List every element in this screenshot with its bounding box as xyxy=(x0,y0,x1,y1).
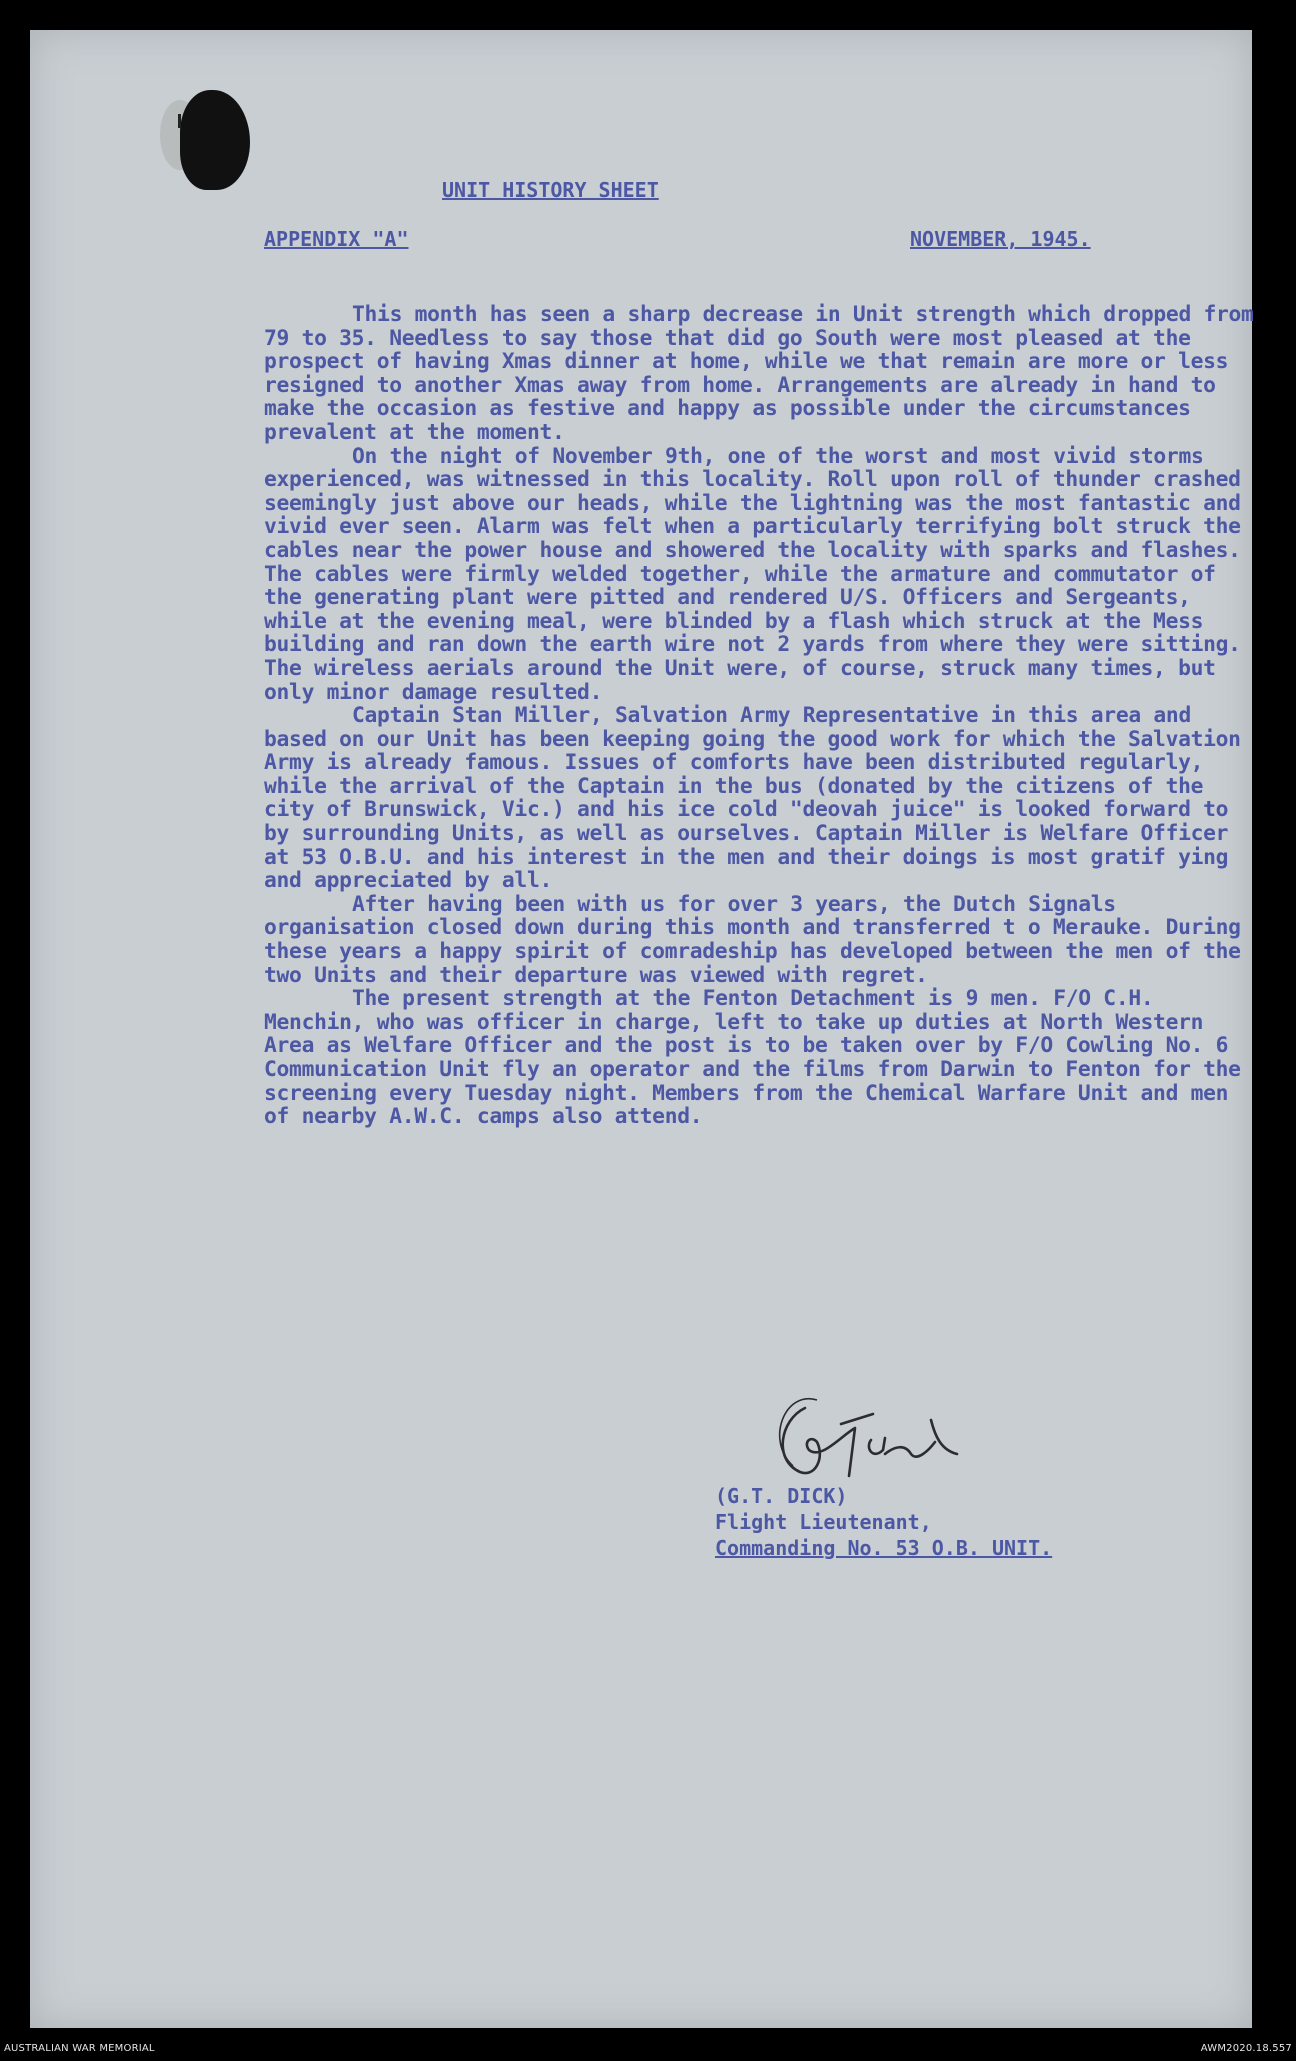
paper-mark xyxy=(178,114,181,128)
document-body xyxy=(264,303,1254,1129)
archive-reference: AWM2020.18.557 xyxy=(1200,2043,1292,2054)
appendix-label: APPENDIX "A" xyxy=(264,227,409,251)
document-heading: UNIT HISTORY SHEET xyxy=(442,178,659,202)
paragraph-salvation-army: Captain Stan Miller, Salvation Army Representative in this area and based on our Unit has been keeping going the good work for which the Salvation Army is already famous. Issues of comforts have been distributed regularly, while the arrival of the Captain in the bus (donated by the citizens of the city of Brunswick, Vic.) and his ice cold "deovah juice" is looked forward to by surrounding Units, as well as ourselves. Captain Miller is Welfare Officer at 53 O.B.U. and his interest in the men and their doings is most gratif ying and appreciated by all. xyxy=(264,703,1241,894)
punch-hole xyxy=(180,90,250,190)
handwritten-signature xyxy=(745,1380,965,1490)
paragraph-dutch-signals: After having been with us for over 3 years, the Dutch Signals organisation closed down during this month and transferred t o Merauke. During these years a happy spirit of comradeship has developed between the men of the two Units and their departure was viewed with regret. xyxy=(264,891,1241,988)
document-date: NOVEMBER, 1945. xyxy=(910,227,1091,251)
signatory-name: (G.T. DICK) xyxy=(715,1484,848,1508)
paragraph-fenton: The present strength at the Fenton Detachment is 9 men. F/O C.H. Menchin, who was officer in charge, left to take up duties at North Western Area as Welfare Officer and the post is to be taken over by F/O Cowling No. 6 Communication Unit fly an operator and the films from Darwin to Fenton for the screening every Tuesday night. Members from the Chemical Warfare Unit and men of nearby A.W.C. camps also attend. xyxy=(264,986,1241,1130)
paragraph-storm: On the night of November 9th, one of the worst and most vivid storms experienced, was witnessed in this locality. Roll upon roll of thunder crashed seemingly just above our heads, while the lightning was the most fantastic and vivid ever seen. Alarm was felt when a particularly terrifying bolt struck the cables near the power house and showered the locality with sparks and flashes. The cables were firmly welded together, while the armature and commutator of the generating plant were pitted and rendered U/S. Officers and Sergeants, while at the evening meal, were blinded by a flash which struck at the Mess building and ran down the earth wire not 2 yards from where they were sitting. The wireless aerials around the Unit were, of course, struck many times, but only minor damage resulted. xyxy=(264,443,1241,705)
signatory-role: Commanding No. 53 O.B. UNIT. xyxy=(715,1536,1053,1560)
signature-block xyxy=(715,1483,1052,1561)
paragraph-strength: This month has seen a sharp decrease in Unit strength which dropped from 79 to 35. Needless to say those that did go South were most pleased at the prospect of having Xmas dinner at home, while we that remain are more or less resigned to another Xmas away from home. Arrangements are already in hand to make the occasion as festive and happy as possible under the circumstances prevalent at the moment. xyxy=(264,302,1254,445)
archive-credit: AUSTRALIAN WAR MEMORIAL xyxy=(4,2043,155,2054)
signatory-rank: Flight Lieutenant, xyxy=(715,1510,932,1534)
